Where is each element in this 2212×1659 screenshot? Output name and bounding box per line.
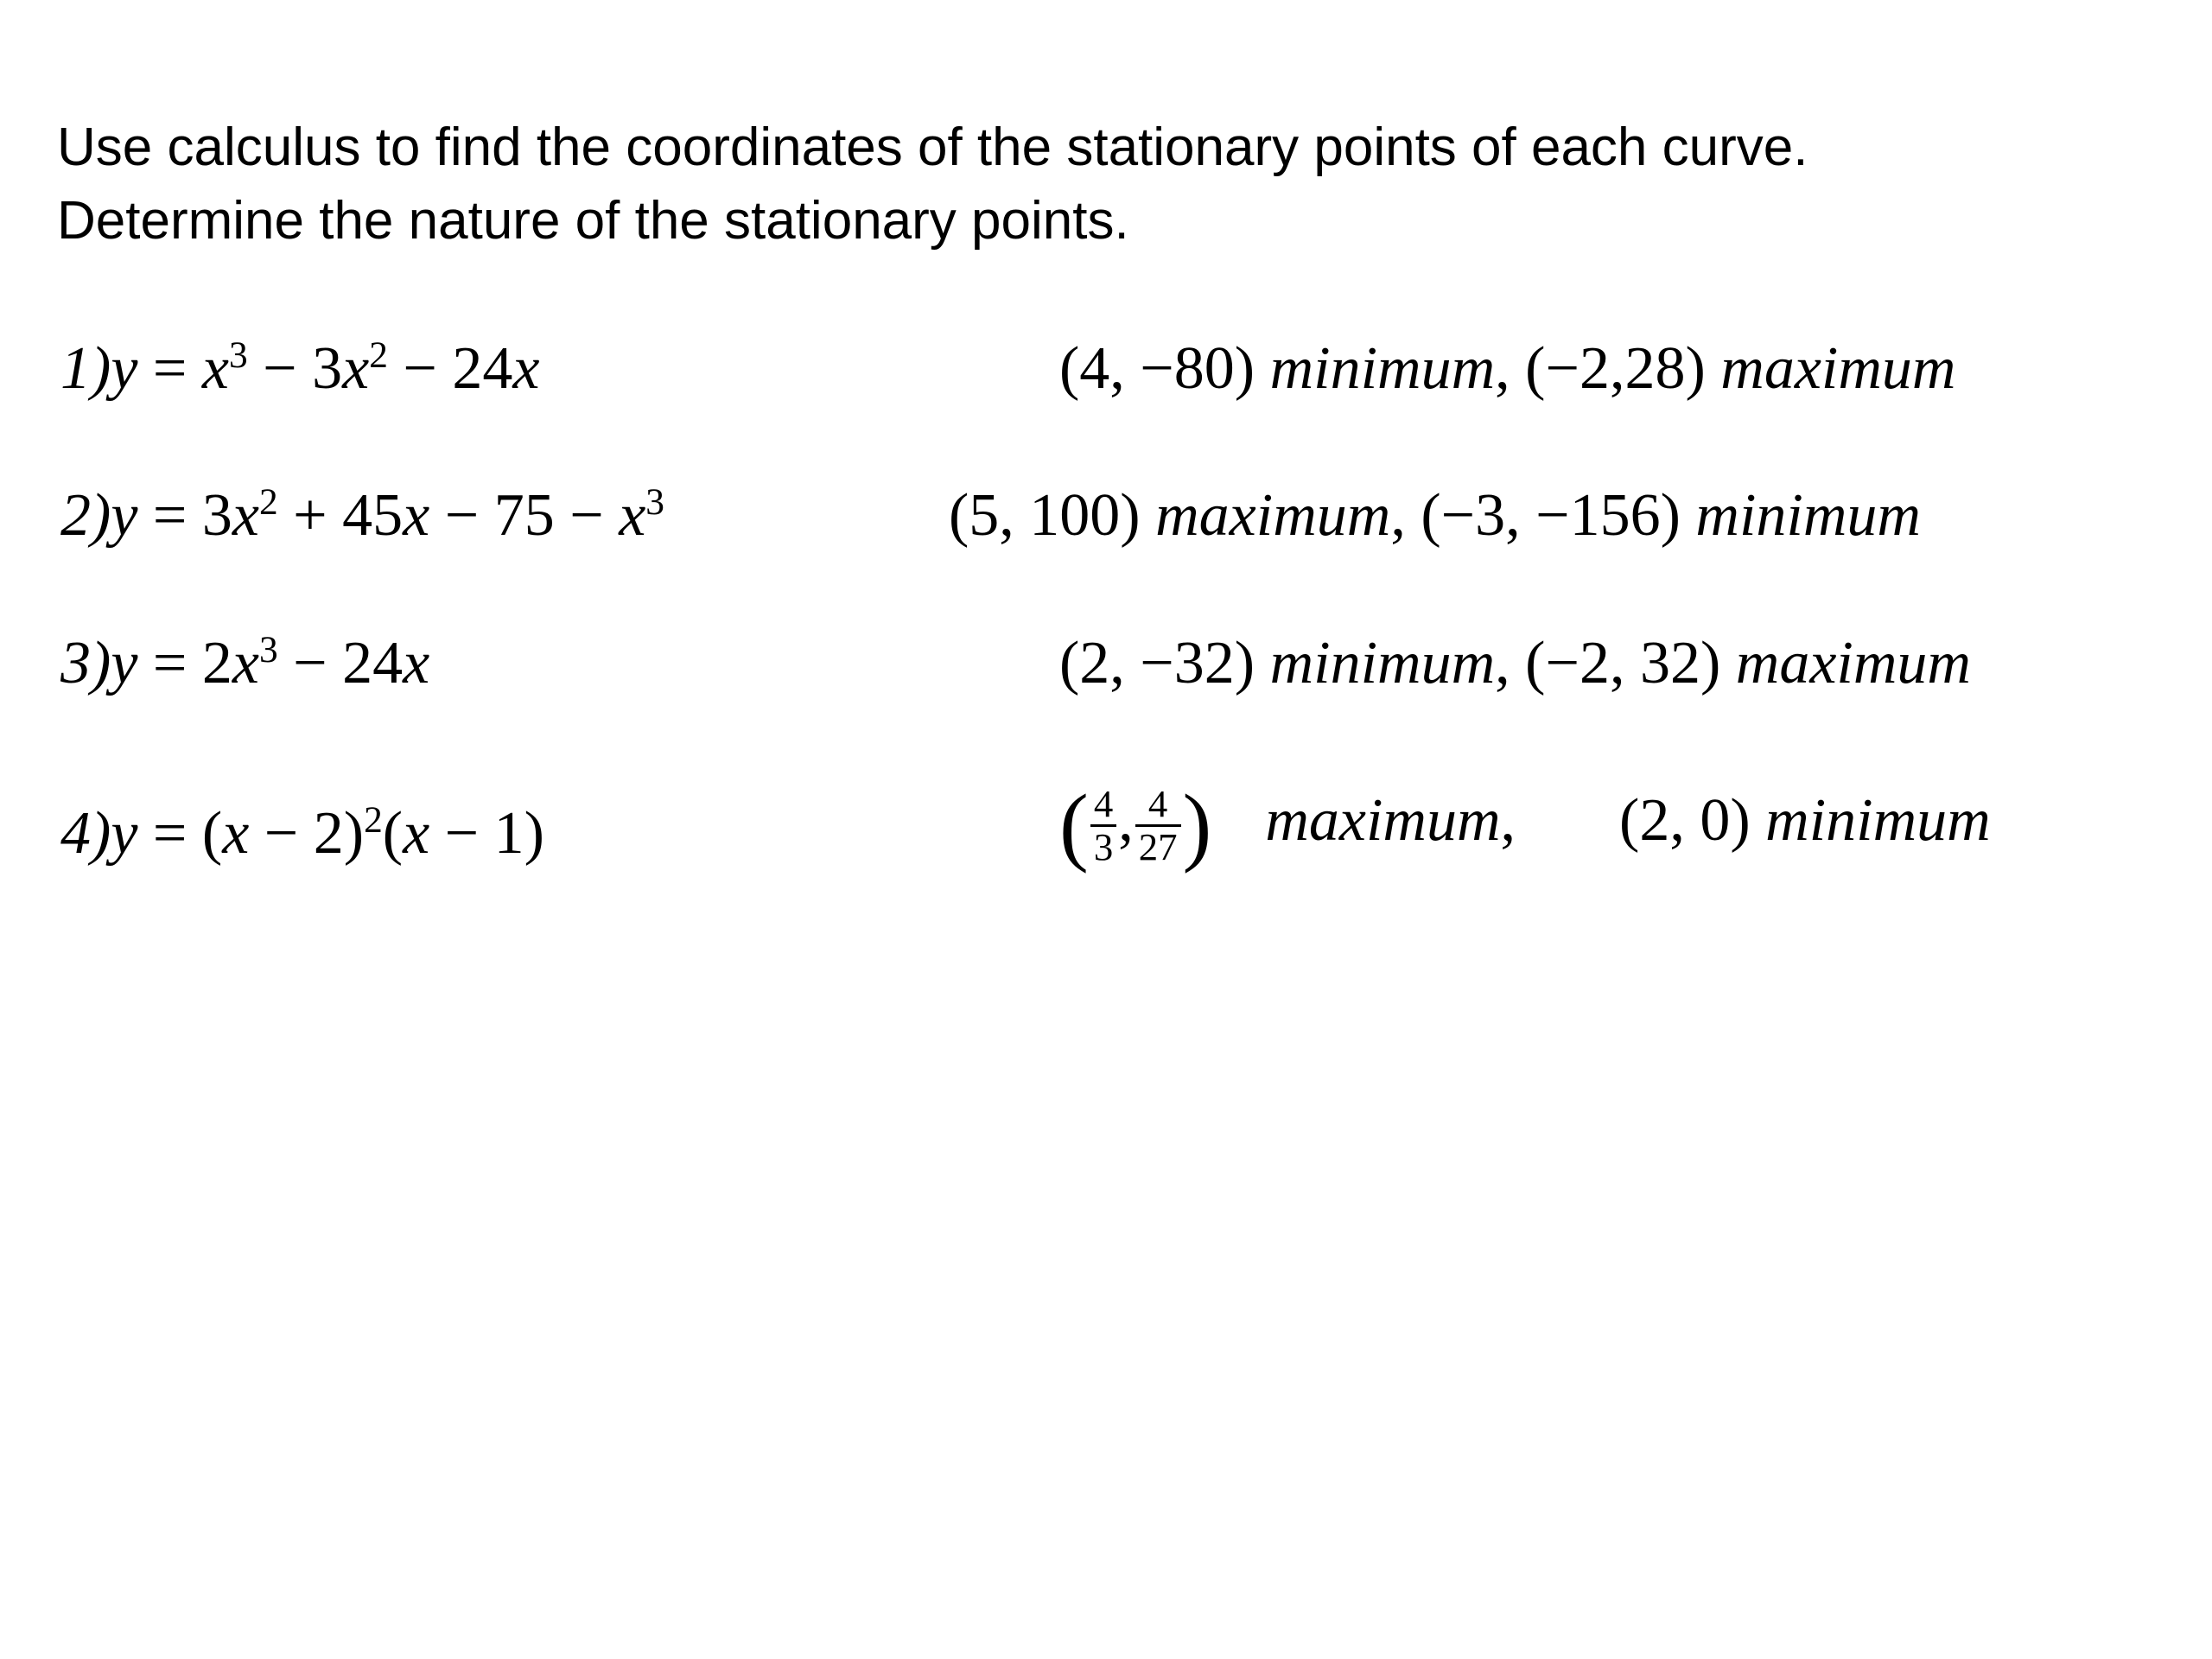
problem-2-equation: $2)y = 3x^2 + 45x - 75 - x^3$ xyxy=(60,481,664,549)
fraction-y: $\frac{4}{27}$ xyxy=(1135,784,1181,868)
problem-4-answer: ( $\frac{4}{3}$ , $\frac{4}{27}$ ) maximum, (2, 0) minimum xyxy=(1059,777,1991,874)
problem-2-answer: (5, 100) maximum, (−3, −156) minimum xyxy=(949,482,1921,549)
problem-3-answer: (2, −32) minimum, (−2, 32) maximum xyxy=(1059,630,1971,696)
problem-4-equation: $4)y = (x - 2)^2(x - 1)$ xyxy=(60,799,544,867)
problem-3-equation: $3)y = 2x^3 - 24x$ xyxy=(60,629,430,696)
problem-1-answer: (4, −80) minimum, (−2,28) maximum xyxy=(1059,335,1956,402)
instruction-line-1: Use calculus to find the coordinates of the stationary points of each curve. xyxy=(57,118,1808,177)
fraction-x: $\frac{4}{3}$ xyxy=(1090,784,1116,868)
instruction-line-2: Determine the nature of the stationary points. xyxy=(57,191,1129,251)
problem-1-equation: $1)y = x^3 - 3x^2 - 24x$ xyxy=(60,334,540,402)
